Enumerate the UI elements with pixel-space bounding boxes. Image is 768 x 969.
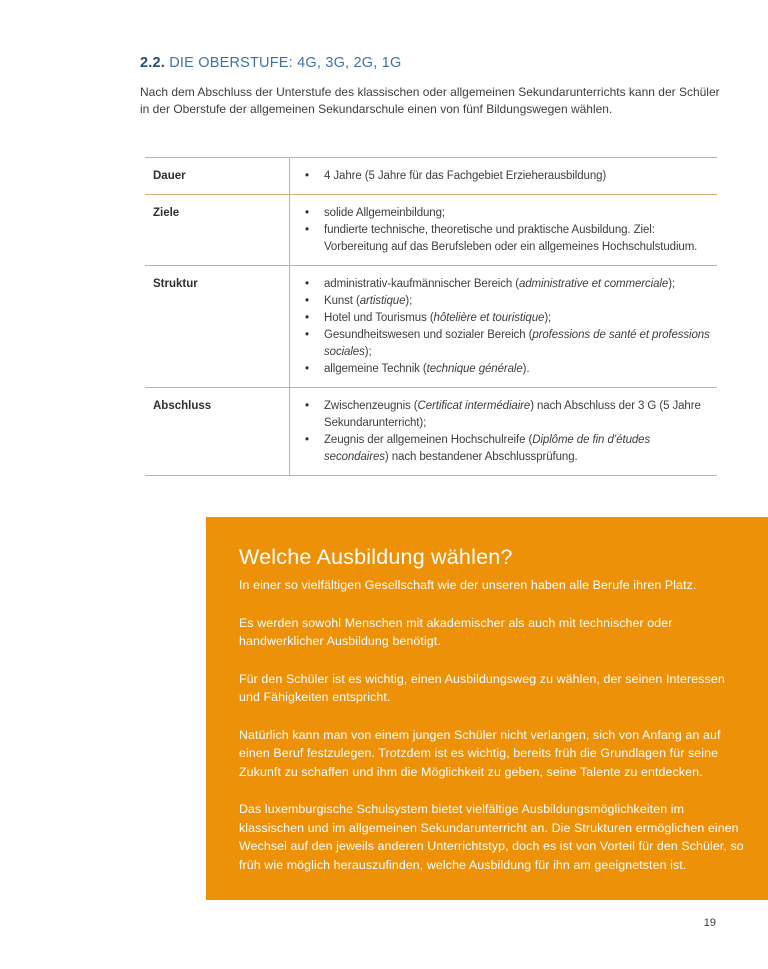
info-box-paragraph: Für den Schüler ist es wichtig, einen Ausbildungsweg zu wählen, der seinen Interessen und Fähigkeiten entspricht. bbox=[239, 671, 725, 704]
row-content bbox=[289, 388, 717, 475]
bullet-item: • Hotel und Tourismus (hôtelière et touristique); bbox=[289, 310, 717, 327]
row-label: Abschluss bbox=[153, 400, 212, 412]
row-label: Struktur bbox=[153, 278, 198, 290]
bullet-item: • solide Allgemeinbildung; bbox=[289, 205, 717, 222]
bullet-item: • Zwischenzeugnis (Certificat intermédiaire) nach Abschluss der 3 G (5 Jahre Sekundarunterricht); bbox=[289, 398, 717, 432]
bullet-item: • administrativ-kaufmännischer Bereich (administrative et commerciale); bbox=[289, 276, 717, 293]
section-number: 2.2. bbox=[140, 55, 165, 71]
table-row bbox=[145, 387, 717, 475]
info-box bbox=[206, 517, 768, 900]
row-items bbox=[289, 205, 717, 256]
bullet-item: • allgemeine Technik (technique générale). bbox=[289, 361, 717, 378]
section-heading bbox=[140, 53, 401, 73]
intro-paragraph: Nach dem Abschluss der Unterstufe des klassischen oder allgemeinen Sekundarunterrichts kann der Schüler in der Oberstufe der allgemeinen Sekundarschule einen von fünf Bildungswegen wählen. bbox=[140, 85, 720, 116]
row-items bbox=[289, 276, 717, 378]
page-number: 19 bbox=[703, 917, 716, 929]
table-row bbox=[145, 194, 717, 265]
row-content bbox=[289, 266, 717, 387]
section-title: DIE OBERSTUFE: 4G, 3G, 2G, 1G bbox=[169, 55, 402, 71]
bullet-item: • Kunst (artistique); bbox=[289, 293, 717, 310]
info-box-paragraph: Natürlich kann man von einem jungen Schüler nicht verlangen, sich von Anfang an auf einen Beruf festzulegen. Trotzdem ist es wichtig, bereits früh die Grundlagen für seine Zukunft zu schaffen und ihm die Möglichkeit zu geben, seine Talente zu entdecken. bbox=[239, 727, 721, 779]
row-items bbox=[289, 168, 717, 185]
row-label: Ziele bbox=[153, 207, 180, 219]
table-row bbox=[145, 265, 717, 387]
info-box-title: Welche Ausbildung wählen? bbox=[239, 545, 513, 569]
info-table-body bbox=[145, 158, 717, 475]
bullet-item: • fundierte technische, theoretische und praktische Ausbildung. Ziel: Vorbereitung auf das Berufsleben oder ein allgemeines Hochschulstudium. bbox=[289, 222, 717, 256]
bullet-item: • Zeugnis der allgemeinen Hochschulreife (Diplôme de fin d’études secondaires) nach bestandener Abschlussprüfung. bbox=[289, 432, 717, 466]
row-label: Dauer bbox=[153, 170, 186, 182]
row-content bbox=[289, 195, 717, 265]
bullet-item: • Gesundheitswesen und sozialer Bereich (professions de santé et professions sociales); bbox=[289, 327, 717, 361]
row-content bbox=[289, 158, 717, 194]
info-table bbox=[145, 157, 717, 476]
info-box-paragraphs bbox=[239, 576, 760, 874]
table-row bbox=[145, 158, 717, 194]
info-box-paragraph: Es werden sowohl Menschen mit akademischer als auch mit technischer oder handwerklicher Ausbildung benötigt. bbox=[239, 615, 673, 648]
bullet-item: • 4 Jahre (5 Jahre für das Fachgebiet Erzieherausbildung) bbox=[289, 168, 717, 185]
info-box-paragraph: Das luxemburgische Schulsystem bietet vielfältige Ausbildungsmöglichkeiten im klassischen und im allgemeinen Sekundarunterricht an. Die Strukturen ermöglichen einen Wechsel auf den jeweils anderen Unterrichtstyp, doch es ist von Vorteil für den Schüler, so früh wie möglich herauszufinden, welche Ausbildung für ihn am geeignetsten ist. bbox=[239, 802, 744, 872]
info-box-paragraph: In einer so vielfältigen Gesellschaft wie der unseren haben alle Berufe ihren Platz. bbox=[239, 578, 697, 592]
row-items bbox=[289, 398, 717, 466]
